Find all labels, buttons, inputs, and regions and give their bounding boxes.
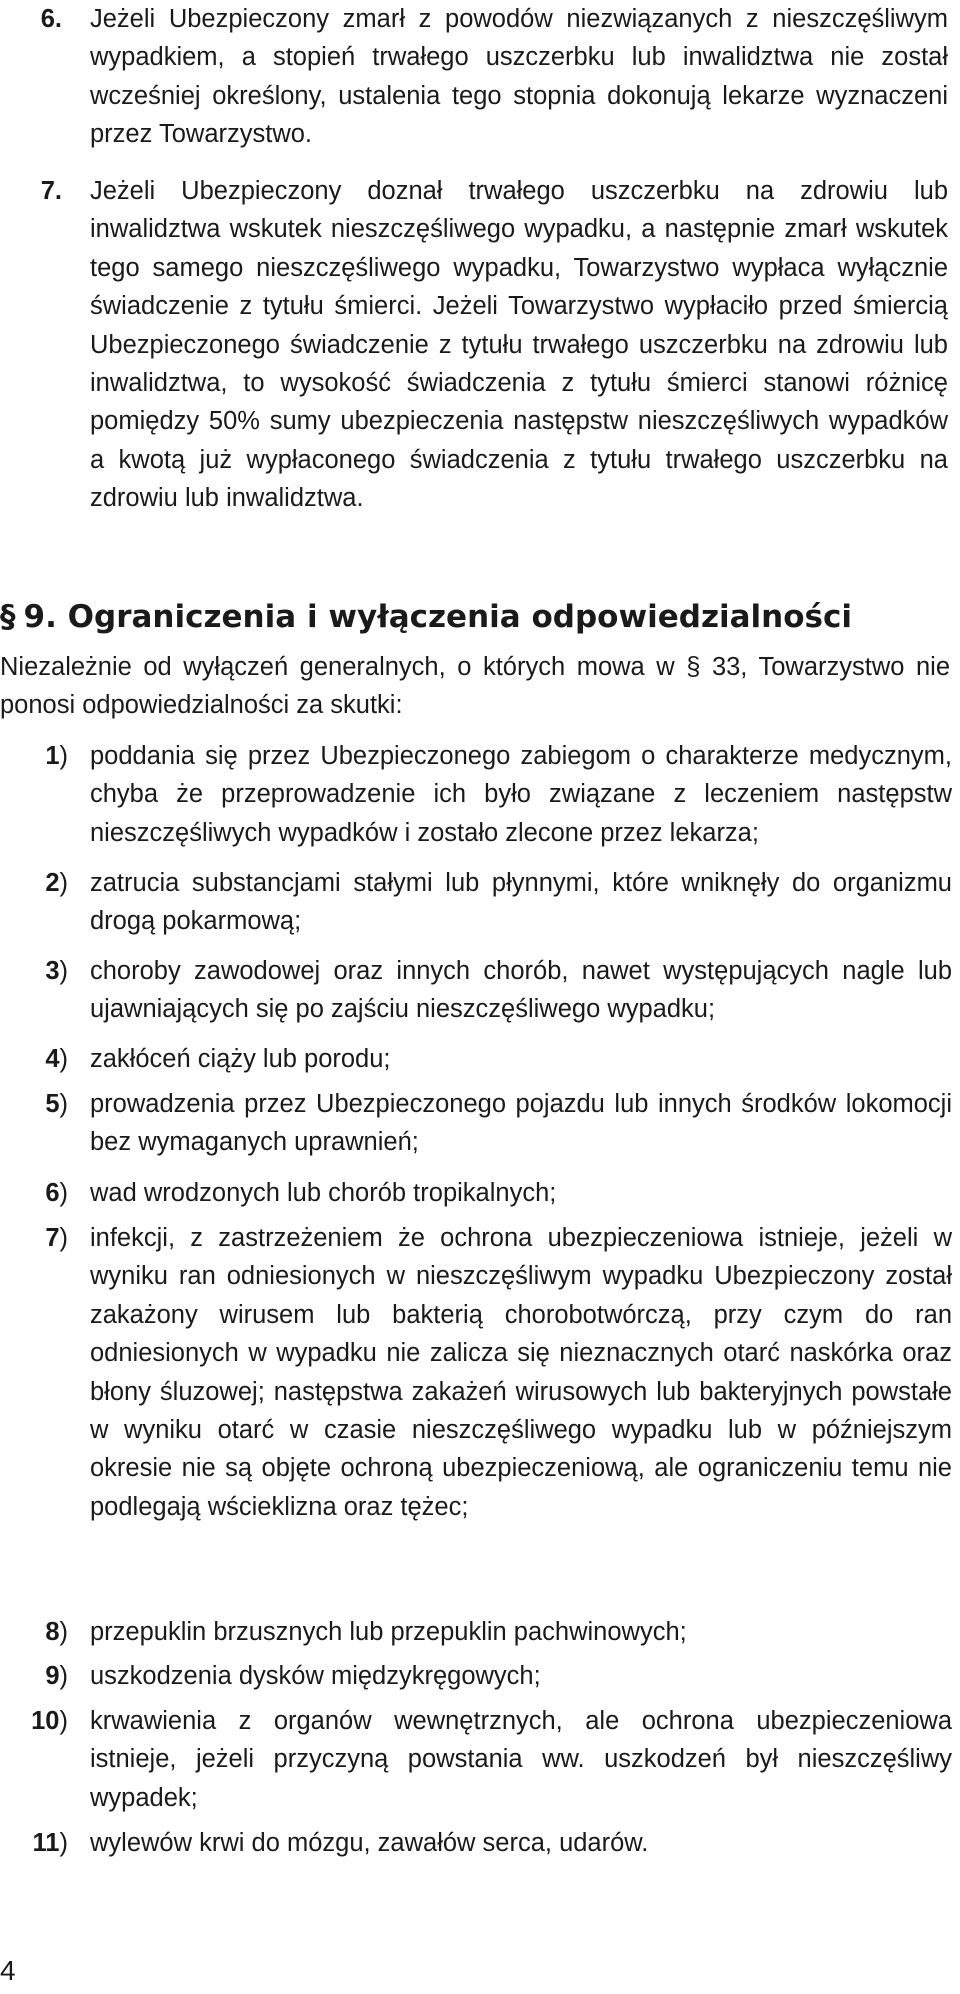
- list-item-text: uszkodzenia dysków międzykręgowych;: [90, 1662, 541, 1690]
- list-item-number: 6): [45, 1179, 68, 1207]
- point-number: 6.: [40, 5, 62, 33]
- list-item-number: 8): [45, 1618, 68, 1646]
- list-item-number: 5): [45, 1090, 68, 1118]
- list-item-text: zatrucia substancjami stałymi lub płynnymi, które wniknęły do organizmu drogą pokarmową;: [90, 869, 952, 936]
- list-item-text: przepuklin brzusznych lub przepuklin pachwinowych;: [90, 1618, 687, 1646]
- list-item-number: 3): [45, 957, 68, 985]
- section-intro: Niezależnie od wyłączeń generalnych, o których mowa w § 33, Towarzystwo nie ponosi odpowiedzialności za skutki:: [0, 653, 950, 720]
- point-text: Jeżeli Ubezpieczony zmarł z powodów niezwiązanych z nieszczęśliwym wypadkiem, a stopień trwałego uszczerbku lub inwalidztwa nie został wcześniej określony, ustalenia tego stopnia dokonują lekarze wyznaczeni przez Towarzystwo.: [90, 5, 948, 149]
- point-text: Jeżeli Ubezpieczony doznał trwałego uszczerbku na zdrowiu lub inwalidztwa wskutek nieszczęśliwego wypadku, a następnie zmarł wskutek tego samego nieszczęśliwego wypadku, Towarzystwo wypłaca wyłącznie świadczenie z tytułu śmierci. Jeżeli Towarzystwo wypłaciło przed śmiercią Ubezpieczonego świadczenie z tytułu trwałego uszczerbku na zdrowiu lub inwalidztwa, to wysokość świadczenia z tytułu śmierci stanowi różnicę pomiędzy 50% sumy ubezpieczenia następstw nieszczęśliwych wypadków a kwotą już wypłaconego świadczenia z tytułu trwałego uszczerbku na zdrowiu lub inwalidztwa.: [90, 177, 948, 513]
- list-item-text: zakłóceń ciąży lub porodu;: [90, 1045, 391, 1073]
- list-item-number: 2): [45, 869, 68, 897]
- list-item-text: prowadzenia przez Ubezpieczonego pojazdu lub innych środków lokomocji bez wymaganych uprawnień;: [90, 1090, 952, 1157]
- list-item-text: wylewów krwi do mózgu, zawałów serca, udarów.: [90, 1829, 649, 1857]
- point-number: 7.: [40, 177, 62, 205]
- list-item-text: wad wrodzonych lub chorób tropikalnych;: [90, 1179, 557, 1207]
- section-number: 9.: [23, 599, 57, 635]
- section-sign: §: [0, 599, 16, 635]
- list-item-number: 1): [45, 742, 68, 770]
- list-item-text: poddania się przez Ubezpieczonego zabiegom o charakterze medycznym, chyba że przeprowadzenie ich było związane z leczeniem następstw nieszczęśliwych wypadków i zostało zlecone przez lekarza;: [90, 742, 952, 847]
- list-item-number: 10): [31, 1707, 68, 1735]
- list-item-number: 4): [45, 1045, 68, 1073]
- section-title: Ograniczenia i wyłączenia odpowiedzialności: [67, 599, 852, 635]
- list-item-text: krwawienia z organów wewnętrznych, ale ochrona ubezpieczeniowa istnieje, jeżeli przyczyną powstania ww. uszkodzeń był nieszczęśliwy wypadek;: [90, 1707, 952, 1812]
- list-item-number: 9): [45, 1662, 68, 1690]
- list-item-text: infekcji, z zastrzeżeniem że ochrona ubezpieczeniowa istnieje, jeżeli w wyniku ran odniesionych w nieszczęśliwym wypadku Ubezpieczony został zakażony wirusem lub bakterią chorobotwórczą, przy czym do ran odniesionych w wypadku nie zalicza się nieznacznych otarć naskórka oraz błony śluzowej; następstwa zakażeń wirusowych lub bakteryjnych powstałe w wyniku otarć w czasie nieszczęśliwego wypadku lub w późniejszym okresie nie są objęte ochroną ubezpieczeniową, ale ograniczeniu temu nie podlegają wścieklizna oraz tężec;: [90, 1224, 952, 1521]
- page-number: 4: [0, 1955, 16, 1986]
- list-item-text: choroby zawodowej oraz innych chorób, nawet występujących nagle lub ujawniających się po zajściu nieszczęśliwego wypadku;: [90, 957, 952, 1024]
- list-item-number: 11): [32, 1829, 68, 1857]
- section-heading: [0, 595, 960, 639]
- list-item-number: 7): [45, 1224, 68, 1252]
